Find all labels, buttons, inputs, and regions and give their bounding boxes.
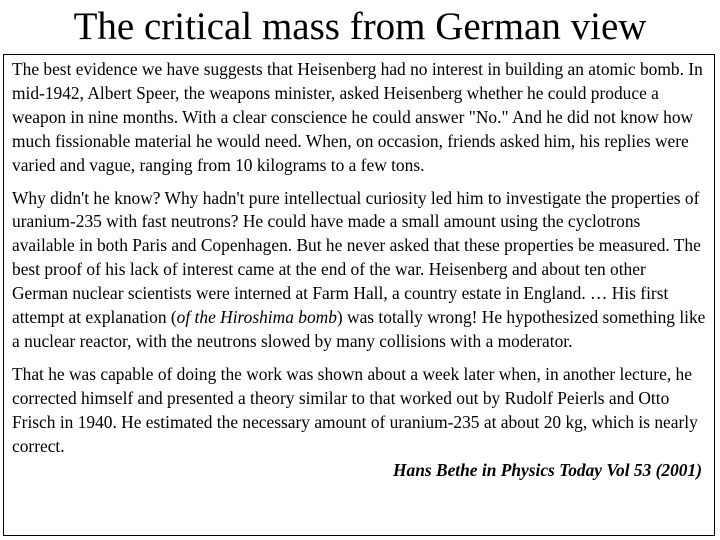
paragraph-2-text-end: ) was totally wrong! He hypothesized something like a nuclear reactor, with the neutrons slowed by many collisions with a moderator.	[12, 307, 706, 351]
slide-title: The critical mass from German view	[73, 5, 647, 48]
paragraph-1: The best evidence we have suggests that Heisenberg had no interest in building an atomic bomb. In mid-1942, Albert Speer, the weapons minister, asked Heisenberg whether he could produce a weapon in nine months. With a clear conscience he could answer "No." And he did not know how much fissionable material he would need. When, on occasion, friends asked him, his replies were varied and vague, ranging from 10 kilograms to a few tons.	[12, 59, 703, 175]
paragraph-2	[12, 187, 706, 354]
quote-text-box	[3, 54, 715, 536]
paragraph-3: That he was capable of doing the work was shown about a week later when, in another lecture, he corrected himself and presented a theory similar to that worked out by Rudolf Peierls and Otto Frisch in 1940. He estimated the necessary amount of uranium-235 at about 20 kg, which is nearly correct.	[12, 363, 698, 456]
attribution-citation: Hans Bethe in Physics Today Vol 53 (2001)	[392, 459, 702, 480]
paragraph-2-text-start: Why didn't he know? Why hadn't pure intellectual curiosity led him to investigate the properties of uranium-235 with fast neutrons? He could have made a small amount using the cyclotrons available in both Paris and Copenhagen. But he never asked that these properties be measured. The best proof of his lack of interest came at the end of the war. Heisenberg and about ten other German nuclear scientists were interned at Farm Hall, a country estate in England. … His first attempt at explanation (	[12, 187, 701, 328]
paragraph-2-italic-note: of the Hiroshima bomb	[176, 307, 337, 328]
